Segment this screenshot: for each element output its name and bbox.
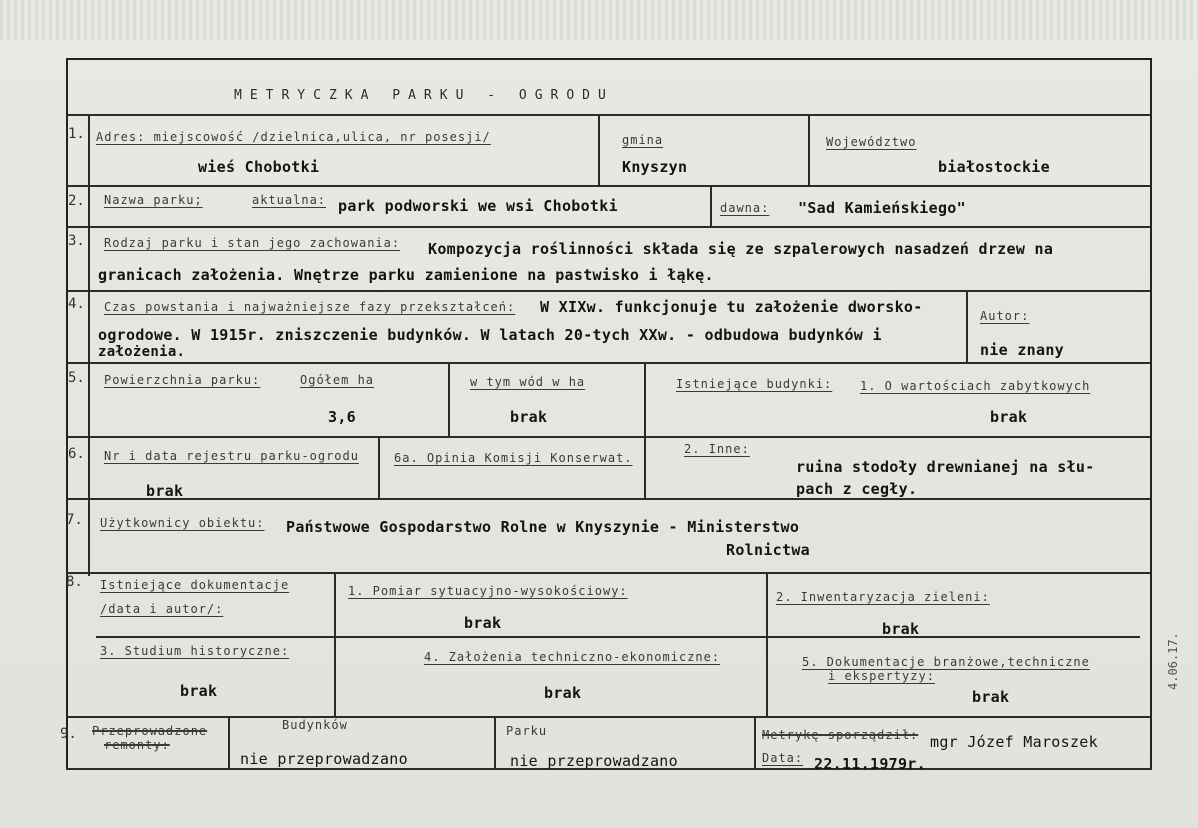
gmina-label: gmina <box>622 133 664 147</box>
register-value: brak <box>146 482 184 500</box>
voivodeship-label: Województwo <box>826 135 917 149</box>
row-number: 6. <box>68 446 85 462</box>
author-value: nie znany <box>980 341 1064 359</box>
col-divider <box>494 716 496 769</box>
branch-docs-label: 5. Dokumentacje branżowe,techniczne <box>802 655 1090 669</box>
voivodeship-value: białostockie <box>938 158 1050 176</box>
documentation-label: Istniejące dokumentacje <box>100 578 290 592</box>
row-divider <box>66 226 1152 228</box>
water-area-label: w tym wód w ha <box>470 375 586 389</box>
survey-label: 1. Pomiar sytuacyjno-wysokościowy: <box>348 584 628 598</box>
other-buildings-line1: ruina stodoły drewnianej na słu- <box>796 458 1095 476</box>
row-divider <box>66 185 1152 187</box>
row-number: 1. <box>68 126 85 142</box>
history-label: Czas powstania i najważniejsze fazy przekształceń: <box>104 300 516 314</box>
register-label: Nr i data rejestru parku-ogrodu <box>104 449 359 463</box>
repairs-label: Przeprowadzone <box>92 724 208 738</box>
row-divider <box>66 114 1152 116</box>
history-line1: W XIXw. funkcjonuje tu założenie dworsko- <box>540 298 923 316</box>
greenery-inventory-value: brak <box>882 620 920 638</box>
col-divider <box>448 362 450 437</box>
users-line1: Państwowe Gospodarstwo Rolne w Knyszynie - Ministerstwo <box>286 518 800 536</box>
col-divider <box>808 114 810 186</box>
col-divider <box>598 114 600 186</box>
row-divider <box>66 498 1152 500</box>
users-line2: Rolnictwa <box>726 541 810 559</box>
park-repairs-value: nie przeprowadzano <box>510 752 678 770</box>
col-divider <box>334 572 336 718</box>
col-divider <box>710 185 712 227</box>
scan-noise <box>0 0 1198 40</box>
total-area-label: Ogółem ha <box>300 373 375 387</box>
current-name-label: aktualna: <box>252 193 327 207</box>
row-number: 4. <box>68 296 85 312</box>
repairs-label-sub: remonty: <box>104 738 170 752</box>
historic-buildings-value: brak <box>990 408 1028 426</box>
col-divider <box>966 290 968 363</box>
row-divider <box>66 436 1152 438</box>
col-divider <box>378 436 380 499</box>
col-divider <box>644 362 646 499</box>
col-divider <box>766 572 768 718</box>
row-divider <box>66 362 1152 364</box>
history-line3: założenia. <box>98 344 186 360</box>
water-area-value: brak <box>510 408 548 426</box>
row-number: 5. <box>68 370 85 386</box>
row-number: 2. <box>68 193 85 209</box>
address-value: wieś Chobotki <box>198 158 320 176</box>
row-number: 9. <box>60 726 77 742</box>
opinion-label: 6a. Opinia Komisji Konserwat. <box>394 451 633 465</box>
prepared-by-label: Metrykę sporządził: <box>762 728 919 742</box>
date-label: Data: <box>762 751 804 765</box>
branch-docs-label-sub: i ekspertyzy: <box>828 669 935 683</box>
area-label: Powierzchnia parku: <box>104 373 261 387</box>
park-type-label: Rodzaj parku i stan jego zachowania: <box>104 236 401 250</box>
park-name-label: Nazwa parku; <box>104 193 203 207</box>
row-divider <box>66 290 1152 292</box>
park-type-line2: granicach założenia. Wnętrze parku zamienione na pastwisko i łąkę. <box>98 266 714 284</box>
park-type-line1: Kompozycja roślinności składa się ze szpalerowych nasadzeń drzew na <box>428 240 1054 258</box>
col-divider <box>228 716 230 769</box>
col-divider <box>88 114 90 576</box>
other-buildings-line2: pach z cegły. <box>796 480 918 498</box>
branch-docs-value: brak <box>972 688 1010 706</box>
row-number: 7. <box>66 512 83 528</box>
col-divider <box>754 716 756 769</box>
gmina-value: Knyszyn <box>622 158 688 176</box>
historical-study-label: 3. Studium historyczne: <box>100 644 290 658</box>
users-label: Użytkownicy obiektu: <box>100 516 265 530</box>
address-label: Adres: miejscowość /dzielnica,ulica, nr posesji/ <box>96 130 491 144</box>
documentation-label-sub: /data i autor/: <box>100 602 224 616</box>
former-name-label: dawna: <box>720 201 770 215</box>
row-number: 8. <box>66 574 83 590</box>
historic-buildings-label: 1. O wartościach zabytkowych <box>860 379 1091 393</box>
row-number: 3. <box>68 233 85 249</box>
techno-economic-value: brak <box>544 684 582 702</box>
margin-handwritten-note: 4.06.17. <box>1166 632 1180 690</box>
survey-value: brak <box>464 614 502 632</box>
historical-study-value: brak <box>180 682 218 700</box>
greenery-inventory-label: 2. Inwentaryzacja zieleni: <box>776 590 990 604</box>
date-value: 22.11.1979r. <box>814 755 926 773</box>
buildings-repairs-label: Budynków <box>282 718 348 732</box>
row-divider <box>66 572 1152 574</box>
prepared-by-value: mgr Józef Maroszek <box>930 733 1098 751</box>
total-area-value: 3,6 <box>328 408 356 426</box>
form-title: METRYCZKA PARKU - OGRODU <box>234 88 614 103</box>
buildings-repairs-value: nie przeprowadzano <box>240 750 408 768</box>
history-line2: ogrodowe. W 1915r. zniszczenie budynków. W latach 20-tych XXw. - odbudowa budynków i <box>98 326 882 344</box>
buildings-label: Istniejące budynki: <box>676 377 833 391</box>
former-name-value: "Sad Kamieńskiego" <box>798 199 966 217</box>
park-repairs-label: Parku <box>506 724 548 738</box>
author-label: Autor: <box>980 309 1030 323</box>
other-buildings-label: 2. Inne: <box>684 442 750 456</box>
row-divider <box>96 636 1140 638</box>
techno-economic-label: 4. Założenia techniczno-ekonomiczne: <box>424 650 721 664</box>
current-name-value: park podworski we wsi Chobotki <box>338 197 618 215</box>
